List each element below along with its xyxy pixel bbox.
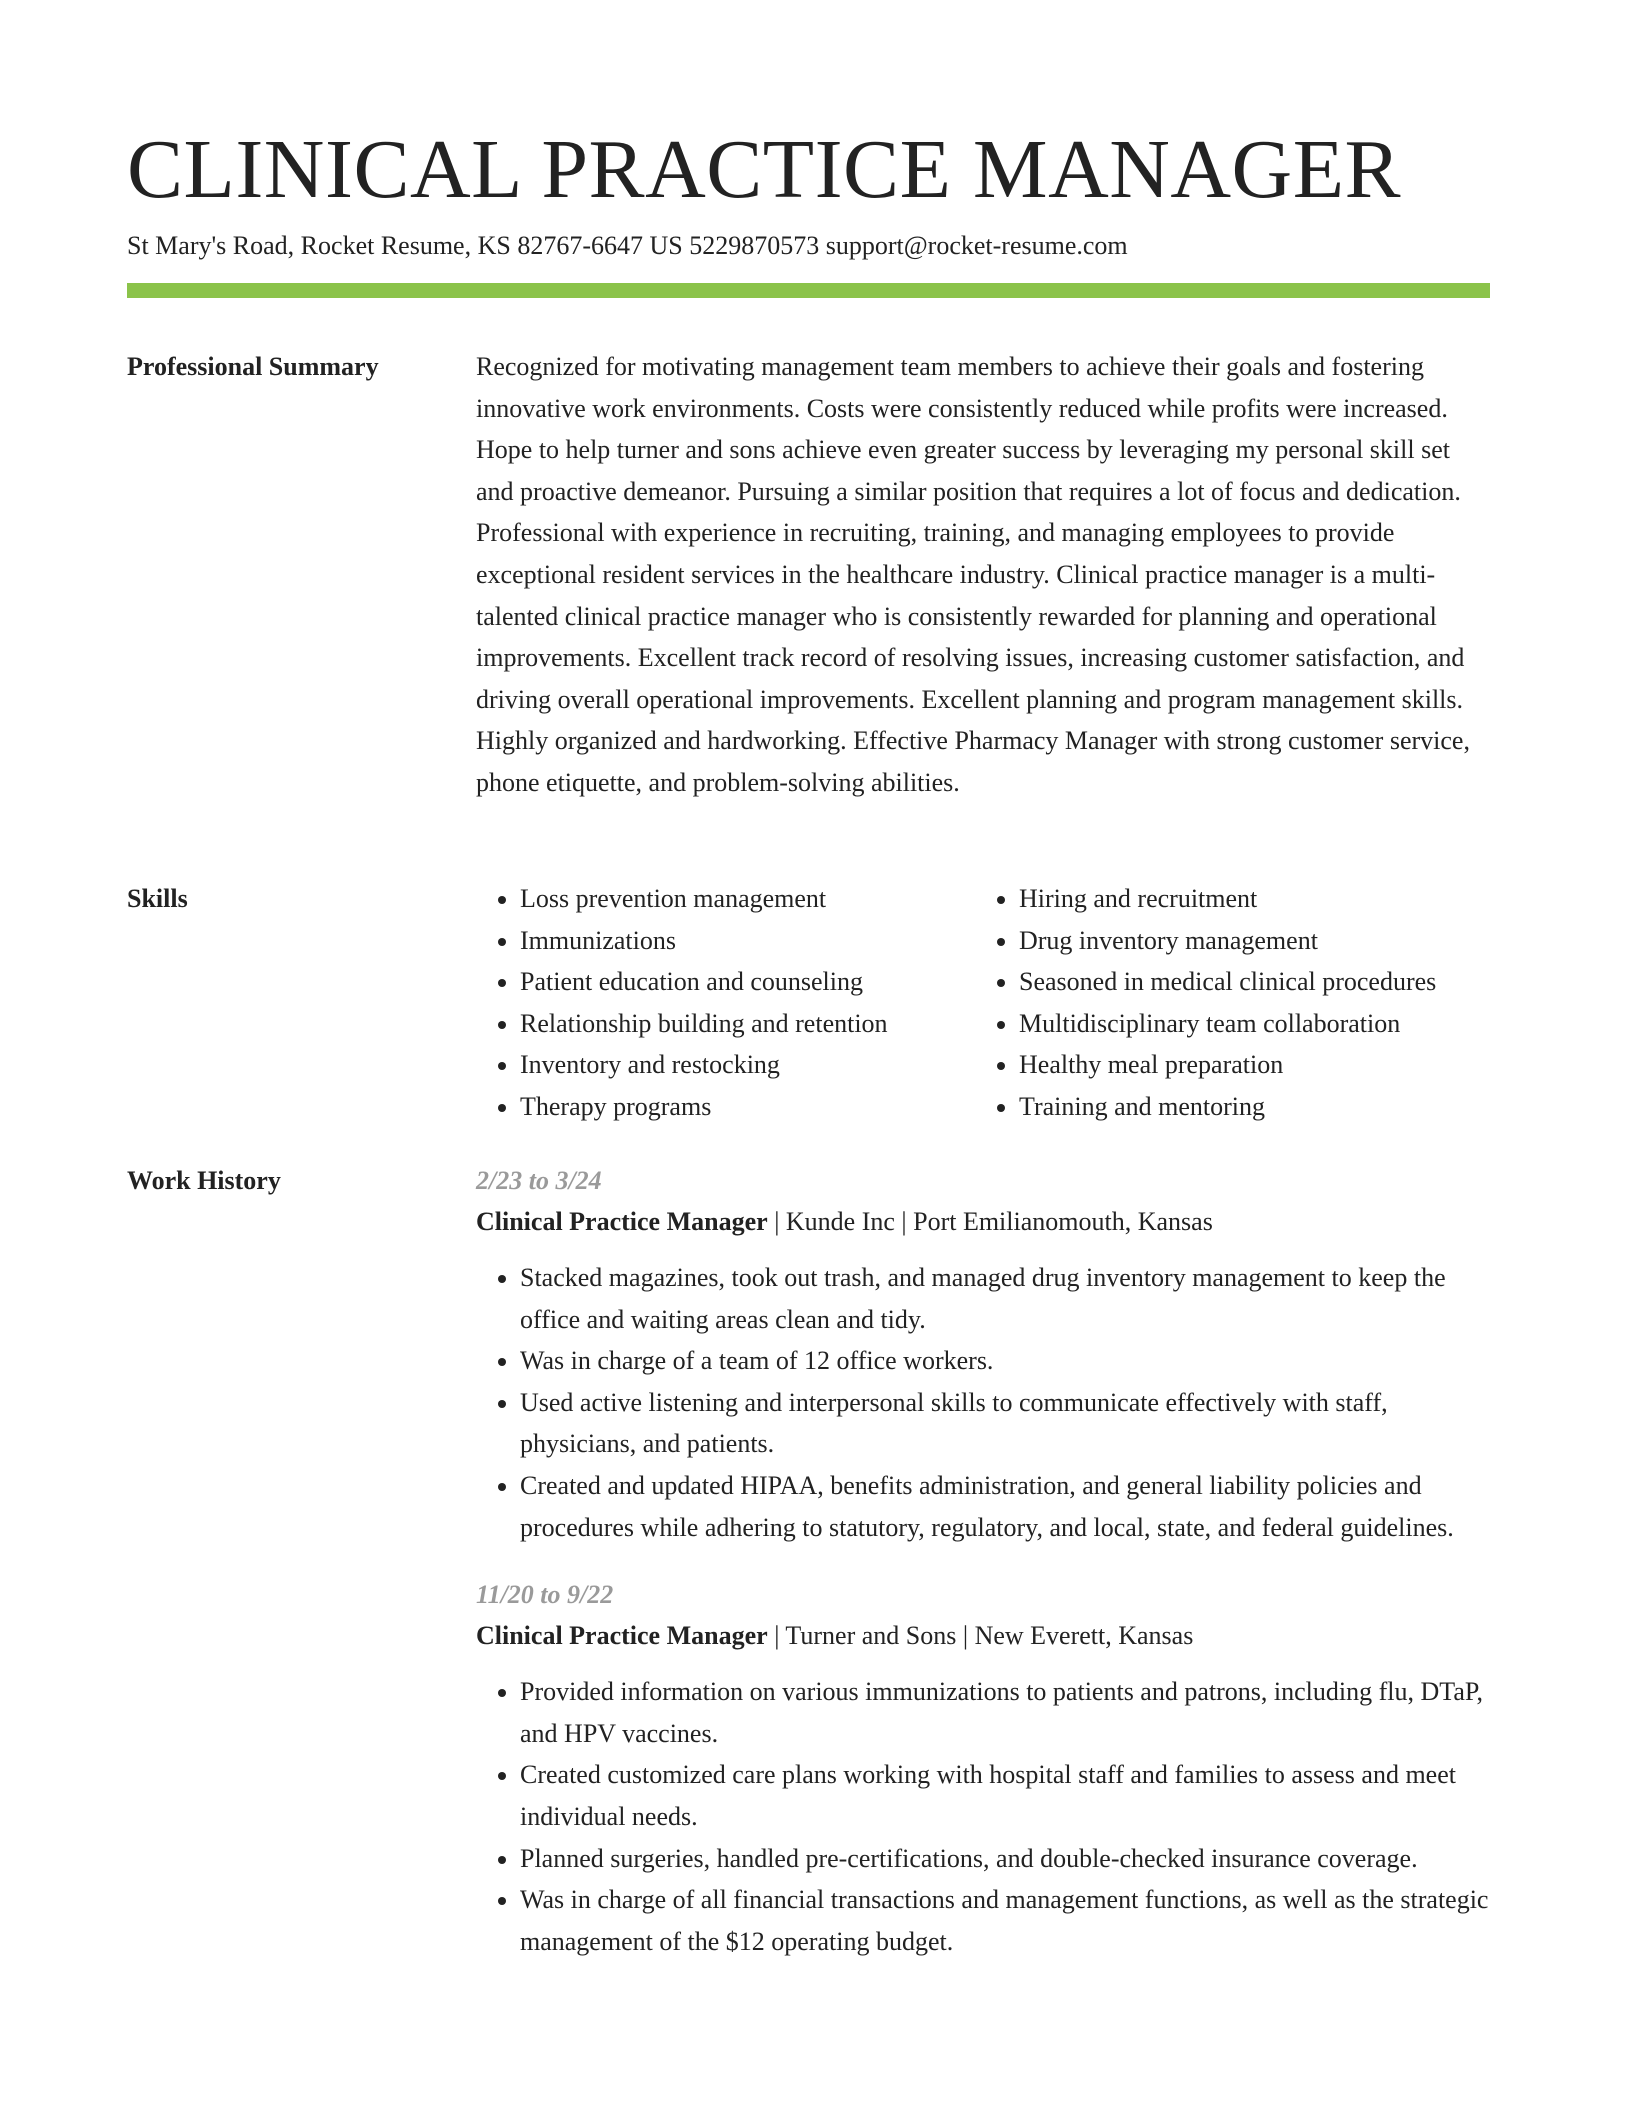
job-entry <box>476 1574 1492 1962</box>
skill-item: • Relationship building and retention <box>520 1003 975 1045</box>
job-bullet: • Provided information on various immunizations to patients and patrons, including flu, DTaP, and HPV vaccines. <box>520 1671 1492 1754</box>
skill-item: • Seasoned in medical clinical procedures <box>1019 961 1489 1003</box>
skills-list-left <box>476 878 975 1128</box>
resume-title: CLINICAL PRACTICE MANAGER <box>127 123 1402 216</box>
skill-item: • Hiring and recruitment <box>1019 878 1489 920</box>
skill-item: • Drug inventory management <box>1019 920 1489 962</box>
skill-item: • Therapy programs <box>520 1086 975 1128</box>
job-bullets <box>476 1671 1492 1962</box>
accent-divider <box>127 283 1490 298</box>
job-bullet: • Was in charge of a team of 12 office workers. <box>520 1340 1492 1382</box>
skills-columns <box>476 878 1492 1128</box>
job-bullet: • Created customized care plans working with hospital staff and families to assess and meet individual needs. <box>520 1754 1492 1837</box>
skill-item: • Multidisciplinary team collaboration <box>1019 1003 1489 1045</box>
job-heading <box>476 1615 1492 1657</box>
job-bullet: • Planned surgeries, handled pre-certifications, and double-checked insurance coverage. <box>520 1838 1492 1880</box>
job-title: Clinical Practice Manager <box>476 1621 768 1651</box>
job-dates: 11/20 to 9/22 <box>476 1580 614 1610</box>
job-entry <box>476 1160 1492 1548</box>
skill-item: • Patient education and counseling <box>520 961 975 1003</box>
skill-item: • Immunizations <box>520 920 975 962</box>
skills-body <box>476 878 1492 1128</box>
skill-item: • Healthy meal preparation <box>1019 1044 1489 1086</box>
contact-line: St Mary's Road, Rocket Resume, KS 82767-6647 US 5229870573 support@rocket-resume.com <box>127 231 1128 260</box>
job-employer-location: | Turner and Sons | New Everett, Kansas <box>767 1621 1194 1651</box>
job-bullet: • Was in charge of all financial transactions and management functions, as well as the strategic management of the $12 operating budget. <box>520 1879 1492 1962</box>
summary-label: Professional Summary <box>127 352 379 381</box>
skill-item: • Inventory and restocking <box>520 1044 975 1086</box>
job-bullets <box>476 1257 1492 1548</box>
skills-label: Skills <box>127 884 188 913</box>
summary-text: Recognized for motivating management team members to achieve their goals and fostering innovative work environments. Costs were consistently reduced while profits were increased. Hope to help turner and sons achieve even greater success by leveraging my personal skill set and proactive demeanor. Pursuing a similar position that requires a lot of focus and dedication. Professional with experience in recruiting, training, and managing employees to provide exceptional resident services in the healthcare industry. Clinical practice manager is a multi-talented clinical practice manager who is consistently rewarded for planning and operational improvements. Excellent track record of resolving issues, increasing customer satisfaction, and driving overall operational improvements. Excellent planning and program management skills. Highly organized and hardworking. Effective Pharmacy Manager with strong customer service, phone etiquette, and problem-solving abilities. <box>476 352 1470 797</box>
skill-item: • Training and mentoring <box>1019 1086 1489 1128</box>
job-dates: 2/23 to 3/24 <box>476 1166 602 1195</box>
skill-item: • Loss prevention management <box>520 878 975 920</box>
work-history-label: Work History <box>127 1166 281 1195</box>
summary-body <box>476 346 1492 804</box>
job-heading <box>476 1201 1492 1243</box>
job-bullet: • Stacked magazines, took out trash, and managed drug inventory management to keep the office and waiting areas clean and tidy. <box>520 1257 1492 1340</box>
job-bullet: • Created and updated HIPAA, benefits administration, and general liability policies and procedures while adhering to statutory, regulatory, and local, state, and federal guidelines. <box>520 1465 1492 1548</box>
job-title: Clinical Practice Manager <box>476 1207 768 1236</box>
work-history-body <box>476 1160 1492 1988</box>
skills-list-right <box>975 878 1489 1128</box>
job-bullet: • Used active listening and interpersonal skills to communicate effectively with staff, physicians, and patients. <box>520 1382 1492 1465</box>
job-employer-location: | Kunde Inc | Port Emilianomouth, Kansas <box>767 1207 1213 1236</box>
